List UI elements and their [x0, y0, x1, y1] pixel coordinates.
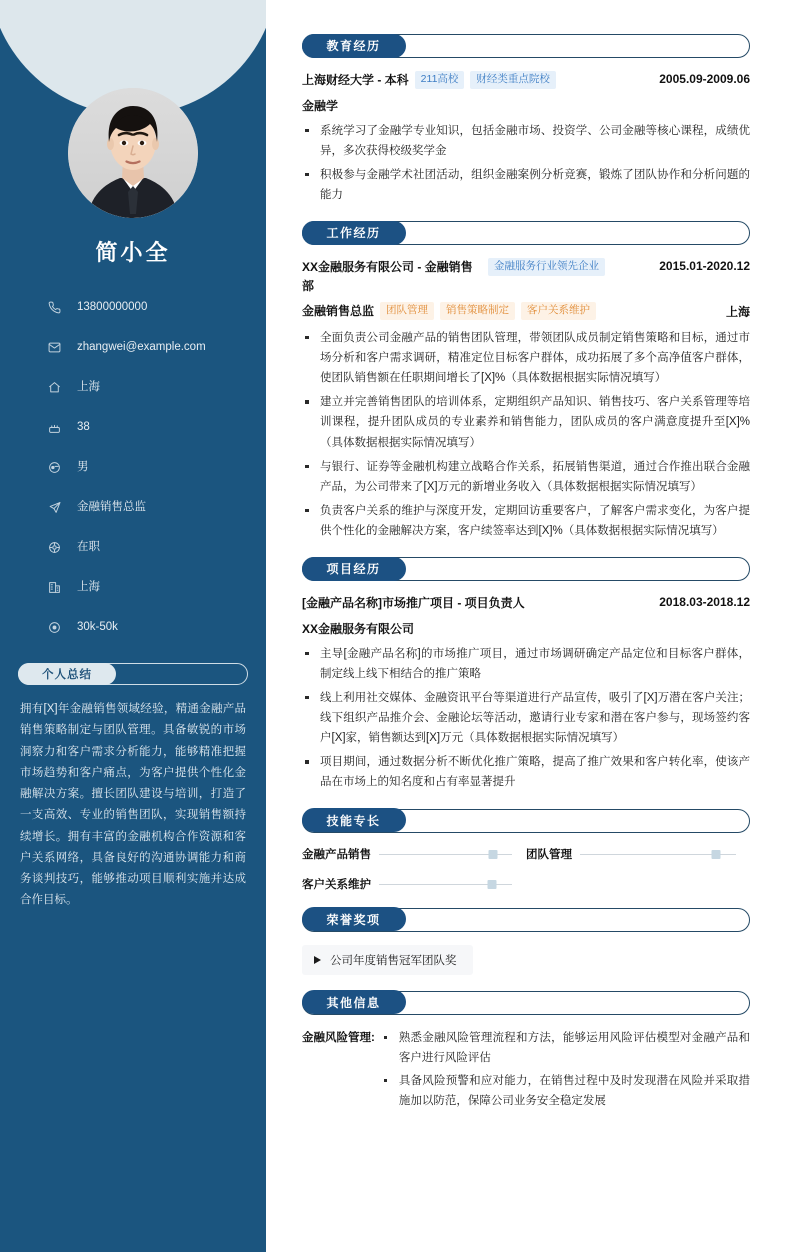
school-name: 上海财经大学 - 本科: [302, 73, 409, 87]
contact-value: 38: [77, 420, 90, 433]
skill-item: [526, 846, 750, 862]
home-icon: [48, 381, 68, 394]
job-title: 金融销售总监: [302, 304, 375, 319]
cake-icon: [48, 421, 68, 434]
other-section-title: 其他信息: [302, 990, 406, 1014]
skill-slider-track[interactable]: [580, 854, 736, 855]
avatar: [68, 88, 198, 218]
honors-section-header: [302, 908, 750, 932]
projects-section: [302, 557, 750, 792]
contact-item-work-city: [48, 573, 266, 601]
contact-item-age: [48, 413, 266, 441]
contact-value: 金融销售总监: [77, 500, 146, 513]
honors-section: [302, 908, 750, 975]
work-section-title: 工作经历: [302, 221, 406, 245]
bullet-item: 线上利用社交媒体、金融资讯平台等渠道进行产品宣传，吸引了[X]万潜在客户关注；线下组织产品推介会、金融论坛等活动，邀请行业专家和潜在客户参与，现场签约客户[X]家，销售额达到[X]万元（具体数据根据实际情况填写）: [304, 688, 750, 748]
role-tag: 客户关系维护: [521, 302, 596, 320]
work-section-header: [302, 221, 750, 245]
honor-item[interactable]: [302, 945, 473, 975]
skill-item: [302, 876, 526, 892]
portrait-photo-icon: [68, 88, 198, 218]
work-entry-header: [302, 258, 750, 295]
person-name: 简小全: [95, 240, 171, 265]
contact-list: [48, 293, 266, 641]
contact-value: 在职: [77, 540, 100, 553]
work-role-row: [302, 302, 750, 321]
bullet-item: 项目期间，通过数据分析不断优化推广策略，提高了推广效果和客户转化率，使该产品在市场上的知名度和占有率显著提升: [304, 752, 750, 792]
status-icon: [48, 541, 68, 554]
skills-section-title: 技能专长: [302, 808, 406, 832]
project-company: XX金融服务有限公司: [302, 621, 415, 636]
contact-value: 上海: [77, 580, 100, 593]
projects-section-title: 项目经历: [302, 557, 406, 581]
skills-section: [302, 809, 750, 892]
other-section-header: [302, 991, 750, 1015]
bullet-item: 积极参与金融学术社团活动，组织金融案例分析竞赛，锻炼了团队协作和分析问题的能力: [304, 165, 750, 205]
project-name: [金融产品名称]市场推广项目 - 项目负责人: [302, 596, 525, 611]
summary-section-title: 个人总结: [18, 663, 116, 685]
role-tag: 销售策略制定: [440, 302, 515, 320]
honor-label: 公司年度销售冠军团队奖: [330, 954, 457, 967]
contact-item-job-status: [48, 533, 266, 561]
skill-slider-knob[interactable]: [489, 850, 498, 859]
work-location: 上海: [725, 305, 750, 320]
main-content: [266, 0, 794, 1252]
contact-item-phone: [48, 293, 266, 321]
other-section: [302, 991, 750, 1115]
contact-value: zhangwei@example.com: [77, 340, 206, 353]
skills-section-header: [302, 809, 750, 833]
education-major: 金融学: [302, 98, 339, 113]
contact-value: 13800000000: [77, 300, 148, 313]
bullet-item: 系统学习了金融学专业知识，包括金融市场、投资学、公司金融等核心课程，成绩优异，多次获得校级奖学金: [304, 121, 750, 161]
phone-icon: [48, 301, 68, 314]
project-entry: [302, 594, 750, 792]
play-triangle-icon: [314, 956, 321, 964]
project-date: 2018.03-2018.12: [659, 595, 750, 610]
other-bullets: [383, 1028, 750, 1112]
education-section-title: 教育经历: [302, 34, 406, 58]
education-tag: 财经类重点院校: [470, 71, 556, 89]
skill-label: 金融产品销售: [302, 848, 371, 861]
work-bullets: [304, 328, 750, 541]
skill-label: 客户关系维护: [302, 878, 371, 891]
salary-icon: [48, 621, 68, 634]
mail-icon: [48, 341, 68, 354]
project-bullets: [304, 644, 750, 793]
bullet-item: 熟悉金融风险管理流程和方法，能够运用风险评估模型对金融产品和客户进行风险评估: [383, 1028, 750, 1068]
role-tag: 团队管理: [380, 302, 434, 320]
summary-section: [18, 663, 248, 912]
bullet-item: 具备风险预警和应对能力，在销售过程中及时发现潜在风险并采取措施加以防范，保障公司业务安全稳定发展: [383, 1071, 750, 1111]
skill-slider-knob[interactable]: [711, 850, 720, 859]
contact-item-target-position: [48, 493, 266, 521]
skill-label: 团队管理: [526, 848, 572, 861]
skill-item: [302, 846, 526, 862]
skill-slider-track[interactable]: [379, 854, 512, 855]
bullet-item: 负责客户关系的维护与深度开发，定期回访重要客户，了解客户需求变化，为客户提供个性化的金融解决方案，客户续签率达到[X]%（具体数据根据实际情况填写）: [304, 501, 750, 541]
summary-section-header: [18, 663, 248, 685]
contact-item-email: [48, 333, 266, 361]
skill-slider-track[interactable]: [379, 884, 512, 885]
work-entry: [302, 258, 750, 541]
projects-section-header: [302, 557, 750, 581]
education-tag: 211高校: [415, 71, 465, 89]
bullet-item: 与银行、证券等金融机构建立战略合作关系，拓展销售渠道，通过合作推出联合金融产品，为公司带来了[X]万元的新增业务收入（具体数据根据实际情况填写）: [304, 457, 750, 497]
contact-item-hometown: [48, 373, 266, 401]
contact-value: 30k-50k: [77, 620, 118, 633]
target-icon: [48, 501, 68, 514]
honors-list: [302, 945, 750, 975]
contact-item-salary: [48, 613, 266, 641]
company-name: XX金融服务有限公司 - 金融销售部: [302, 260, 473, 293]
company-tag: 金融服务行业领先企业: [488, 258, 605, 276]
work-section: [302, 221, 750, 541]
gender-icon: [48, 461, 68, 474]
summary-text: 拥有[X]年金融销售领域经验，精通金融产品销售策略制定与团队管理。具备敏锐的市场洞察力和客户需求分析能力，能够精准把握市场趋势和客户痛点，为客户提供个性化金融解决方案。擅长团队建设与培训，打造了一支高效、专业的销售团队，实现销售额持续增长。拥有丰富的金融机构合作资源和客户关系网络，具备良好的沟通协调能力和商务谈判技巧，能够推动项目顺利实施并达成合作目标。: [20, 703, 246, 907]
bullet-item: 主导[金融产品名称]的市场推广项目，通过市场调研确定产品定位和目标客户群体，制定线上线下相结合的推广策略: [304, 644, 750, 684]
sidebar: [0, 0, 266, 1252]
contact-value: 男: [77, 460, 89, 473]
education-section-header: [302, 34, 750, 58]
contact-item-gender: [48, 453, 266, 481]
building-icon: [48, 581, 68, 594]
work-date: 2015.01-2020.12: [659, 259, 750, 274]
bullet-item: 建立并完善销售团队的培训体系，定期组织产品知识、销售技巧、客户关系管理等培训课程，提升团队成员的专业素养和销售能力，团队成员的客户满意度提升至[X]%（具体数据根据实际情况填写）: [304, 392, 750, 452]
education-bullets: [304, 121, 750, 206]
education-entry: [302, 71, 750, 205]
education-date: 2005.09-2009.06: [659, 72, 750, 86]
education-entry-header: [302, 71, 750, 90]
other-group-label: 金融风险管理:: [302, 1031, 375, 1044]
project-entry-header: [302, 594, 750, 613]
skill-slider-knob[interactable]: [488, 880, 497, 889]
contact-value: 上海: [77, 380, 100, 393]
skills-grid: [302, 846, 750, 892]
honors-section-title: 荣誉奖项: [302, 907, 406, 931]
other-group: [302, 1028, 750, 1115]
education-section: [302, 34, 750, 205]
bullet-item: 全面负责公司金融产品的销售团队管理，带领团队成员制定销售策略和目标，通过市场分析和客户需求调研，精准定位目标客户群体，成功拓展了多个高净值客户群体，使团队销售额在任职期间增长了[X]%（具体数据根据实际情况填写）: [304, 328, 750, 388]
